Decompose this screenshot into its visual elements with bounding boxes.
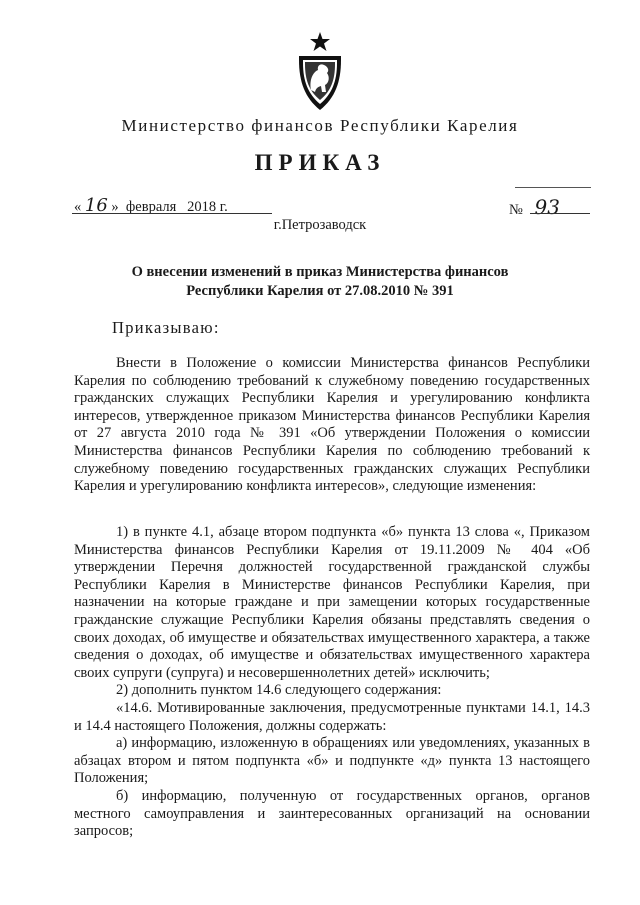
number-value: 93 xyxy=(534,195,560,219)
subject-line-2: Республики Карелия от 27.08.2010 № 391 xyxy=(186,283,454,299)
number-label: № xyxy=(509,202,523,218)
date-underline xyxy=(72,213,272,214)
item-2-text-paragraph: «14.6. Мотивированные заключения, предусмотренные пунктами 14.1, 14.3 и 14.4 настоящего Положения, должны содержать: xyxy=(74,699,590,734)
item-1-paragraph: 1) в пункте 4.1, абзаце втором подпункта «б» пункта 13 слова «, Приказом Министерства финансов Республики Карелия от 19.11.2009 № 404 «Об утверждении Перечня должностей государственной гражданской службы Республики Карелия в Министерстве финансов Республики Карелия, при назначении на которые граждане и при замещении которых государственные гражданские служащие Республики Карелия обязаны представлять сведения о своих доходах, об имуществе и обязательствах имущественного характера, а также сведения о доходах, об имуществе и обязательствах имущественного характера своих супруги (супруга) и несовершеннолетних детей» исключить; xyxy=(74,524,590,681)
document-number xyxy=(509,195,560,219)
order-word: Приказываю: xyxy=(112,318,220,337)
karelia-coat-of-arms-icon xyxy=(289,30,351,112)
intro-block xyxy=(74,355,590,496)
document-subject xyxy=(100,263,540,301)
changes-block xyxy=(74,524,590,841)
quote-open: « xyxy=(74,199,82,215)
divider xyxy=(515,187,591,188)
subject-line-1: О внесении изменений в приказ Министерства финансов xyxy=(131,264,509,280)
intro-paragraph: Внести в Положение о комиссии Министерства финансов Республики Карелия по соблюдению требований к служебному поведению государственных гражданских служащих Республики Карелия и урегулированию конфликта интересов, утвержденное приказом Министерства финансов Республики Карелия от 27 августа 2010 года № 391 «Об утверждении Положения о комиссии Министерства финансов Республики Карелия по соблюдению требований к служебному поведению государственных гражданских служащих Республики Карелия и урегулированию конфликта интересов», следующие изменения: xyxy=(74,355,590,495)
document-type-title: ПРИКАЗ xyxy=(254,150,386,175)
number-underline xyxy=(530,213,590,214)
date-day: 16 xyxy=(84,195,108,216)
date-month-year: февраля 2018 г. xyxy=(125,199,228,215)
quote-close: » xyxy=(111,199,119,215)
sub-b-paragraph: б) информацию, полученную от государственных органов, органов местного самоуправления и заинтересованных организаций на основании запросов; xyxy=(74,787,590,840)
item-2-paragraph: 2) дополнить пунктом 14.6 следующего содержания: xyxy=(116,682,442,699)
sub-a-paragraph: а) информацию, изложенную в обращениях или уведомлениях, указанных в абзацах втором и пятом подпункта «б» и подпункте «д» пункта 13 настоящего Положения; xyxy=(74,735,590,787)
city: г.Петрозаводск xyxy=(273,217,367,233)
ministry-name: Министерство финансов Республики Карелия xyxy=(121,116,519,135)
